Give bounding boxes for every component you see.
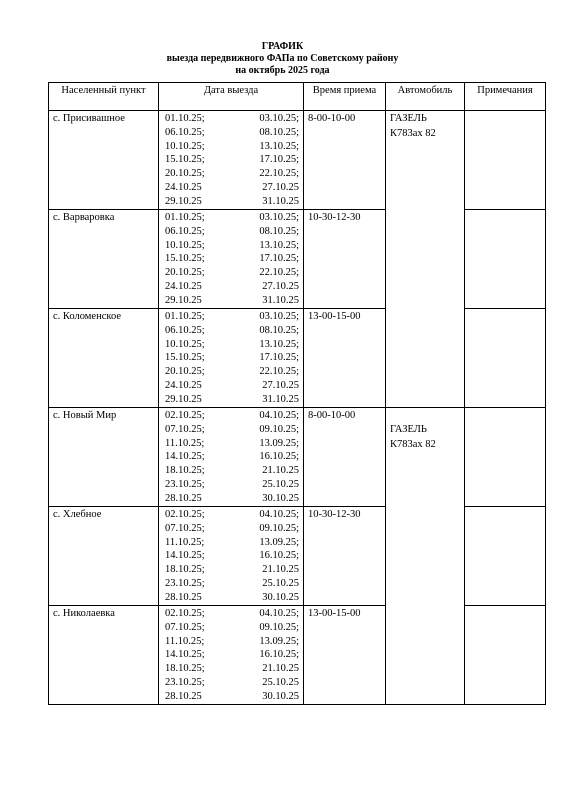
title-line-1: ГРАФИК [261,41,304,52]
date-line [165,239,299,253]
date-left: 06.10.25; [165,126,205,138]
date-left: 15.10.25; [165,154,205,166]
date-line [165,536,299,550]
date-left: 28.10.25 [165,492,202,504]
date-right: 09.10.25; [259,621,299,633]
notes-cell [465,408,546,507]
header-locality: Населенный пункт [49,83,159,111]
date-left: 18.10.25; [165,465,205,477]
header-time: Время приема [304,83,386,111]
notes-cell [465,111,546,210]
date-right: 25.10.25 [262,478,299,490]
notes-cell [465,309,546,408]
date-right: 08.10.25; [259,225,299,237]
date-left: 06.10.25; [165,225,205,237]
car-cell [386,111,465,408]
date-left: 14.10.25; [165,451,205,463]
date-line [165,252,299,266]
date-left: 23.10.25; [165,478,205,490]
document-title [0,41,565,77]
date-line [165,478,299,492]
date-left: 20.10.25; [165,168,205,180]
date-left: 23.10.25; [165,676,205,688]
date-right: 30.10.25 [262,591,299,603]
date-left: 02.10.25; [165,608,205,619]
time-cell: 13-00-15-00 [304,606,386,705]
date-right: 04.10.25; [259,410,299,421]
date-left: 15.10.25; [165,352,205,364]
locality-cell: с. Присивашное [49,111,159,210]
dates-cell [159,408,304,507]
date-right: 31.10.25 [262,195,299,207]
time-cell: 13-00-15-00 [304,309,386,408]
date-left: 01.10.25; [165,212,205,223]
date-right: 21.10.25 [262,465,299,477]
date-right: 16.10.25; [259,550,299,562]
date-right: 13.10.25; [259,140,299,152]
date-line [165,492,299,506]
locality-cell: с. Николаевка [49,606,159,705]
table-row [49,309,546,408]
date-right: 31.10.25 [262,393,299,405]
schedule-table [48,82,546,705]
title-line-2: выезда передвижного ФАПа по Советскому району [166,53,399,64]
date-line [165,591,299,605]
header-notes: Примечания [465,83,546,111]
date-right: 13.09.25; [259,635,299,647]
date-left: 11.10.25; [165,437,205,449]
date-left: 01.10.25; [165,113,205,124]
date-right: 21.10.25 [262,564,299,576]
time-cell: 8-00-10-00 [304,408,386,507]
notes-cell [465,210,546,309]
date-line [165,338,299,352]
dates-cell [159,111,304,210]
date-line [165,621,299,635]
date-right: 04.10.25; [259,509,299,520]
date-left: 10.10.25; [165,239,205,251]
locality-cell: с. Новый Мир [49,408,159,507]
date-line [165,379,299,393]
date-line [165,126,299,140]
date-right: 13.10.25; [259,239,299,251]
date-left: 07.10.25; [165,423,205,435]
date-line [165,225,299,239]
date-left: 01.10.25; [165,311,205,322]
date-line [165,563,299,577]
date-left: 24.10.25 [165,181,202,193]
date-left: 29.10.25 [165,393,202,405]
car-plate: К783ах 82 [390,127,436,139]
dates-cell [159,309,304,408]
date-right: 03.10.25; [259,212,299,223]
date-line [165,423,299,437]
date-right: 30.10.25 [262,492,299,504]
date-line [165,522,299,536]
date-line [165,195,299,209]
date-right: 17.10.25; [259,154,299,166]
date-left: 07.10.25; [165,621,205,633]
title-line-3: на октябрь 2025 года [235,65,330,76]
date-left: 02.10.25; [165,410,205,421]
date-right: 09.10.25; [259,423,299,435]
date-right: 03.10.25; [259,113,299,124]
date-line [165,280,299,294]
date-right: 16.10.25; [259,451,299,463]
date-line [165,577,299,591]
table-body [49,111,546,705]
date-right: 13.10.25; [259,338,299,350]
date-left: 11.10.25; [165,536,205,548]
date-line [165,549,299,563]
date-left: 14.10.25; [165,649,205,661]
car-plate: К783ах 82 [390,438,436,450]
table-row [49,408,546,507]
dates-cell [159,507,304,606]
date-right: 27.10.25 [262,181,299,193]
date-right: 22.10.25; [259,366,299,378]
time-cell: 10-30-12-30 [304,210,386,309]
date-line [165,508,299,522]
date-line [165,294,299,308]
date-line [165,310,299,324]
date-line [165,450,299,464]
table-row [49,507,546,606]
date-right: 17.10.25; [259,253,299,265]
date-line [165,211,299,225]
date-right: 27.10.25 [262,280,299,292]
date-line [165,167,299,181]
date-left: 18.10.25; [165,564,205,576]
date-left: 29.10.25 [165,294,202,306]
date-left: 06.10.25; [165,324,205,336]
date-line [165,266,299,280]
locality-cell: с. Хлебное [49,507,159,606]
time-cell: 8-00-10-00 [304,111,386,210]
date-left: 20.10.25; [165,366,205,378]
date-line [165,393,299,407]
date-left: 10.10.25; [165,140,205,152]
date-line [165,365,299,379]
date-left: 23.10.25; [165,577,205,589]
date-line [165,648,299,662]
date-right: 16.10.25; [259,649,299,661]
date-right: 13.09.25; [259,437,299,449]
date-line [165,464,299,478]
date-line [165,351,299,365]
date-right: 30.10.25 [262,690,299,702]
date-line [165,662,299,676]
date-line [165,409,299,423]
date-left: 07.10.25; [165,522,205,534]
date-right: 31.10.25 [262,294,299,306]
date-right: 08.10.25; [259,324,299,336]
date-line [165,607,299,621]
car-model: ГАЗЕЛЬ [390,113,427,124]
date-right: 27.10.25 [262,379,299,391]
date-right: 25.10.25 [262,577,299,589]
date-line [165,437,299,451]
date-right: 17.10.25; [259,352,299,364]
date-left: 10.10.25; [165,338,205,350]
date-left: 18.10.25; [165,663,205,675]
header-car: Автомобиль [386,83,465,111]
date-line [165,690,299,704]
table-row [49,210,546,309]
date-right: 25.10.25 [262,676,299,688]
date-right: 03.10.25; [259,311,299,322]
table-header-row [49,83,546,111]
car-info [390,423,464,452]
table-row [49,606,546,705]
date-left: 28.10.25 [165,591,202,603]
time-cell: 10-30-12-30 [304,507,386,606]
notes-cell [465,507,546,606]
date-left: 14.10.25; [165,550,205,562]
locality-cell: с. Коломенское [49,309,159,408]
date-left: 28.10.25 [165,690,202,702]
date-left: 20.10.25; [165,267,205,279]
date-line [165,153,299,167]
table-row [49,111,546,210]
notes-cell [465,606,546,705]
date-line [165,676,299,690]
header-dates: Дата выезда [159,83,304,111]
dates-cell [159,606,304,705]
date-right: 22.10.25; [259,168,299,180]
date-right: 09.10.25; [259,522,299,534]
car-model: ГАЗЕЛЬ [390,424,427,435]
locality-cell: с. Варваровка [49,210,159,309]
date-left: 15.10.25; [165,253,205,265]
date-left: 24.10.25 [165,379,202,391]
car-info [390,112,464,141]
date-line [165,635,299,649]
date-line [165,112,299,126]
date-right: 04.10.25; [259,608,299,619]
date-line [165,140,299,154]
car-cell [386,408,465,705]
date-left: 24.10.25 [165,280,202,292]
date-right: 21.10.25 [262,663,299,675]
date-left: 11.10.25; [165,635,205,647]
date-right: 13.09.25; [259,536,299,548]
date-right: 08.10.25; [259,126,299,138]
date-line [165,324,299,338]
date-left: 02.10.25; [165,509,205,520]
date-line [165,181,299,195]
dates-cell [159,210,304,309]
date-left: 29.10.25 [165,195,202,207]
date-right: 22.10.25; [259,267,299,279]
